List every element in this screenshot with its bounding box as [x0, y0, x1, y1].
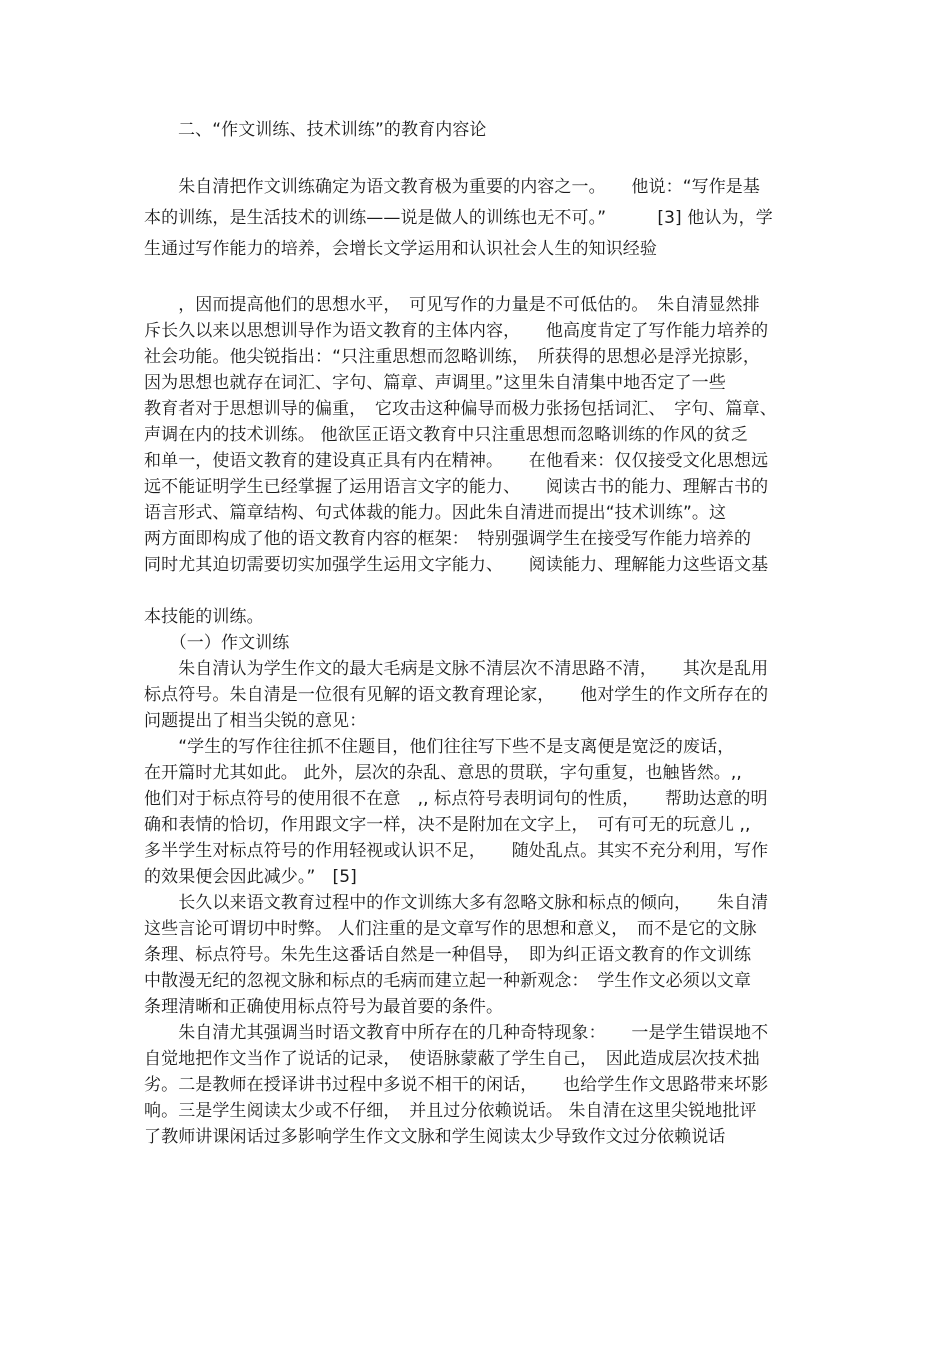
- text-line: 本技能的训练。: [144, 607, 264, 627]
- text-line: 标点符号。朱自清是一位很有见解的语文教育理论家， 他对学生的作文所存在的: [144, 685, 769, 705]
- text-line: 声调在内的技术训练。 他欲匡正语文教育中只注重思想而忽略训练的作风的贫乏: [144, 425, 749, 445]
- text-line: （一）作文训练: [144, 633, 290, 653]
- text-line: 问题提出了相当尖锐的意见：: [144, 711, 367, 731]
- text-line: 本的训练，是生活技术的训练——说是做人的训练也无不可。” [3] 他认为，学: [144, 208, 773, 228]
- section-heading: 二、“作文训练、技术训练”的教育内容论: [178, 120, 487, 140]
- text-line: 的效果便会因此减少。” [5]: [144, 867, 357, 887]
- text-line: ，因而提高他们的思想水平， 可见写作的力量是不可低估的。 朱自清显然排: [144, 295, 760, 315]
- text-line: 生通过写作能力的培养，会增长文学运用和认识社会人生的知识经验: [144, 239, 657, 259]
- text-line: 朱自清认为学生作文的最大毛病是文脉不清层次不清思路不清， 其次是乱用: [144, 659, 769, 679]
- text-line: 和单一，使语文教育的建设真正具有内在精神。 在他看来：仅仅接受文化思想远: [144, 451, 769, 471]
- text-line: 在开篇时尤其如此。 此外，层次的杂乱、意思的贯联，字句重复，也触皆然。,,: [144, 763, 742, 783]
- text-line: 了教师讲课闲话过多影响学生作文文脉和学生阅读太少导致作文过分依赖说话: [144, 1127, 726, 1147]
- text-line: 社会功能。他尖锐指出：“只注重思想而忽略训练， 所获得的思想必是浮光掠影，: [144, 347, 761, 367]
- text-line: 朱自清尤其强调当时语文教育中所存在的几种奇特现象： 一是学生错误地不: [144, 1023, 769, 1043]
- text-line: 多半学生对标点符号的作用轻视或认识不足， 随处乱点。其实不充分利用，写作: [144, 841, 769, 861]
- text-line: 朱自清把作文训练确定为语文教育极为重要的内容之一。 他说：“写作是基: [144, 177, 761, 197]
- text-line: 自觉地把作文当作了说话的记录， 使语脉蒙蔽了学生自己， 因此造成层次技术拙: [144, 1049, 760, 1069]
- text-line: 斥长久以来以思想训导作为语文教育的主体内容， 他高度肯定了写作能力培养的: [144, 321, 769, 341]
- text-line: 响。三是学生阅读太少或不仔细， 并且过分依赖说话。 朱自清在这里尖锐地批评: [144, 1101, 757, 1121]
- text-line: 教育者对于思想训导的偏重， 它攻击这种偏导而极力张扬包括词汇、 字句、篇章、: [144, 399, 777, 419]
- text-line: 条理清晰和正确使用标点符号为最首要的条件。: [144, 997, 504, 1017]
- text-line: 远不能证明学生已经掌握了运用语言文字的能力、 阅读古书的能力、理解古书的: [144, 477, 769, 497]
- text-line: 这些言论可谓切中时弊。 人们注重的是文章写作的思想和意义， 而不是它的文脉: [144, 919, 757, 939]
- text-line: 因为思想也就存在词汇、字句、篇章、声调里。”这里朱自清集中地否定了一些: [144, 373, 726, 393]
- text-line: 条理、标点符号。朱先生这番话自然是一种倡导， 即为纠正语文教育的作文训练: [144, 945, 752, 965]
- text-line: 确和表情的恰切，作用跟文字一样，决不是附加在文字上， 可有可无的玩意儿 ,,: [144, 815, 751, 835]
- text-line: 长久以来语文教育过程中的作文训练大多有忽略文脉和标点的倾向， 朱自清: [144, 893, 769, 913]
- text-line: 同时尤其迫切需要切实加强学生运用文字能力、 阅读能力、理解能力这些语文基: [144, 555, 769, 575]
- text-line: 两方面即构成了他的语文教育内容的框架： 特别强调学生在接受写作能力培养的: [144, 529, 752, 549]
- text-line: 中散漫无纪的忽视文脉和标点的毛病而建立起一种新观念： 学生作文必须以文章: [144, 971, 752, 991]
- text-line: “学生的写作往往抓不住题目，他们往往写下些不是支离便是宽泛的废话，: [144, 737, 735, 757]
- text-line: 他们对于标点符号的使用很不在意 ,, 标点符号表明词句的性质， 帮助达意的明: [144, 789, 768, 809]
- text-line: 劣。二是教师在授译讲书过程中多说不相干的闲话， 也给学生作文思路带来坏影: [144, 1075, 769, 1095]
- text-line: 语言形式、篇章结构、句式体裁的能力。因此朱自清进而提出“技术训练”。这: [144, 503, 727, 523]
